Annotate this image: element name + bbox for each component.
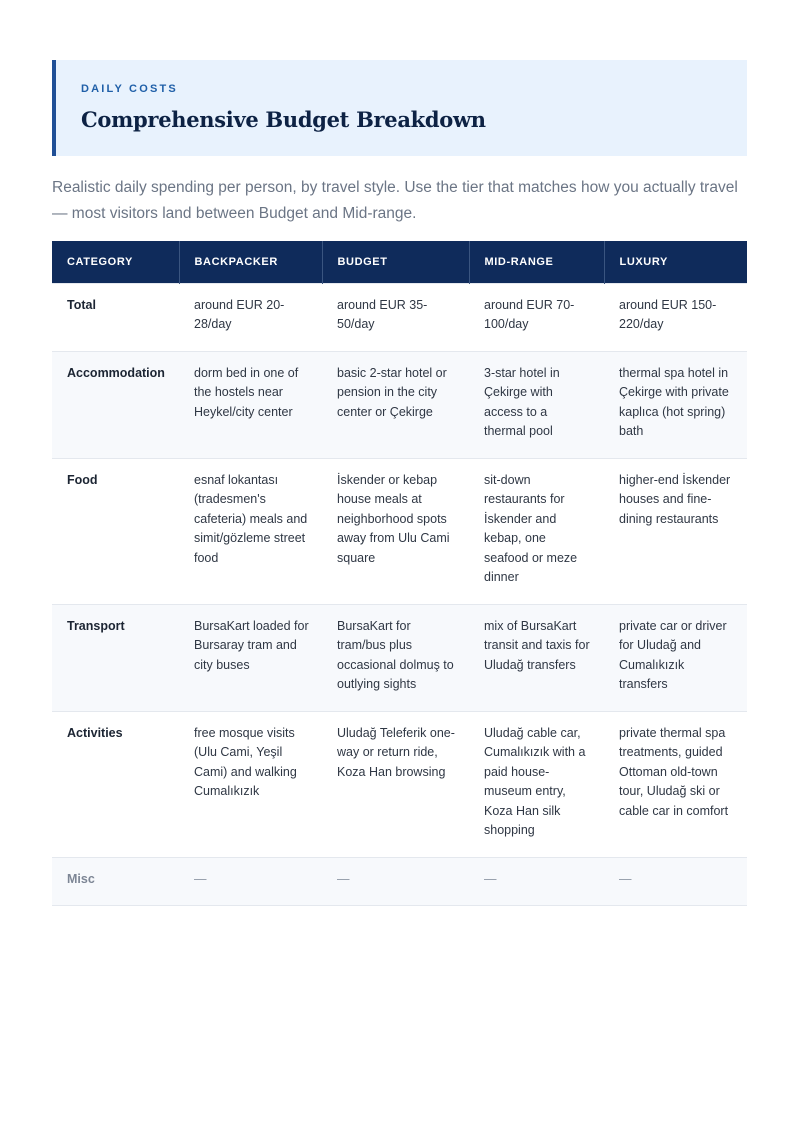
column-header-budget: BUDGET bbox=[322, 241, 469, 283]
table-cell: sit-down restaurants for İskender and kebap, one seafood or meze dinner bbox=[469, 458, 604, 604]
table-cell: around EUR 150-220/day bbox=[604, 283, 747, 351]
budget-table bbox=[52, 241, 747, 906]
table-row bbox=[52, 458, 747, 604]
table-cell: mix of BursaKart transit and taxis for Uludağ transfers bbox=[469, 604, 604, 711]
table-cell: — bbox=[604, 857, 747, 906]
column-header-luxury: LUXURY bbox=[619, 255, 668, 268]
table-cell: BursaKart loaded for Bursaray tram and city buses bbox=[179, 604, 322, 711]
table-row bbox=[52, 351, 747, 458]
table-cell: thermal spa hotel in Çekirge with private kaplıca (hot spring) bath bbox=[604, 351, 747, 458]
row-category-accommodation: Accommodation bbox=[52, 351, 179, 458]
table-cell: around EUR 35-50/day bbox=[322, 283, 469, 351]
table-cell: private thermal spa treatments, guided Ottoman old-town tour, Uludağ ski or cable car in comfort bbox=[604, 711, 747, 857]
table-cell: esnaf lokantası (tradesmen's cafeteria) meals and simit/gözleme street food bbox=[179, 458, 322, 604]
table-row bbox=[52, 711, 747, 857]
table-cell: Uludağ cable car, Cumalıkızık with a paid house-museum entry, Koza Han silk shopping bbox=[469, 711, 604, 857]
intro-paragraph: Realistic daily spending per person, by travel style. Use the tier that matches how you actually travel — most visitors land between Budget and Mid-range. bbox=[52, 179, 738, 222]
table-cell: free mosque visits (Ulu Cami, Yeşil Cami) and walking Cumalıkızık bbox=[179, 711, 322, 857]
row-category-total: Total bbox=[52, 283, 179, 351]
row-category-misc: Misc bbox=[52, 857, 179, 906]
table-row bbox=[52, 857, 747, 906]
row-category-activities: Activities bbox=[52, 711, 179, 857]
table-cell: — bbox=[322, 857, 469, 906]
section-header bbox=[52, 60, 747, 156]
table-row bbox=[52, 283, 747, 351]
page-title: Comprehensive Budget Breakdown bbox=[81, 107, 486, 132]
table-header-row bbox=[52, 241, 747, 283]
row-category-food: Food bbox=[52, 458, 179, 604]
table-cell: — bbox=[179, 857, 322, 906]
table-cell: İskender or kebap house meals at neighborhood spots away from Ulu Cami square bbox=[322, 458, 469, 604]
table-cell: BursaKart for tram/bus plus occasional dolmuş to outlying sights bbox=[322, 604, 469, 711]
table-cell: around EUR 70-100/day bbox=[469, 283, 604, 351]
table-cell: around EUR 20-28/day bbox=[179, 283, 322, 351]
table-cell: private car or driver for Uludağ and Cumalıkızık transfers bbox=[604, 604, 747, 711]
table-cell: basic 2-star hotel or pension in the city center or Çekirge bbox=[322, 351, 469, 458]
eyebrow-label: DAILY COSTS bbox=[81, 83, 178, 95]
column-header-backpacker: BACKPACKER bbox=[179, 241, 322, 283]
column-header-category: CATEGORY bbox=[52, 241, 179, 283]
column-header-mid-range: MID-RANGE bbox=[469, 241, 604, 283]
table-cell: — bbox=[469, 857, 604, 906]
row-category-transport: Transport bbox=[52, 604, 179, 711]
table-cell: higher-end İskender houses and fine-dining restaurants bbox=[604, 458, 747, 604]
table-cell: dorm bed in one of the hostels near Heykel/city center bbox=[179, 351, 322, 458]
table-cell: Uludağ Teleferik one-way or return ride, Koza Han browsing bbox=[322, 711, 469, 857]
table-cell: 3-star hotel in Çekirge with access to a thermal pool bbox=[469, 351, 604, 458]
table-row bbox=[52, 604, 747, 711]
